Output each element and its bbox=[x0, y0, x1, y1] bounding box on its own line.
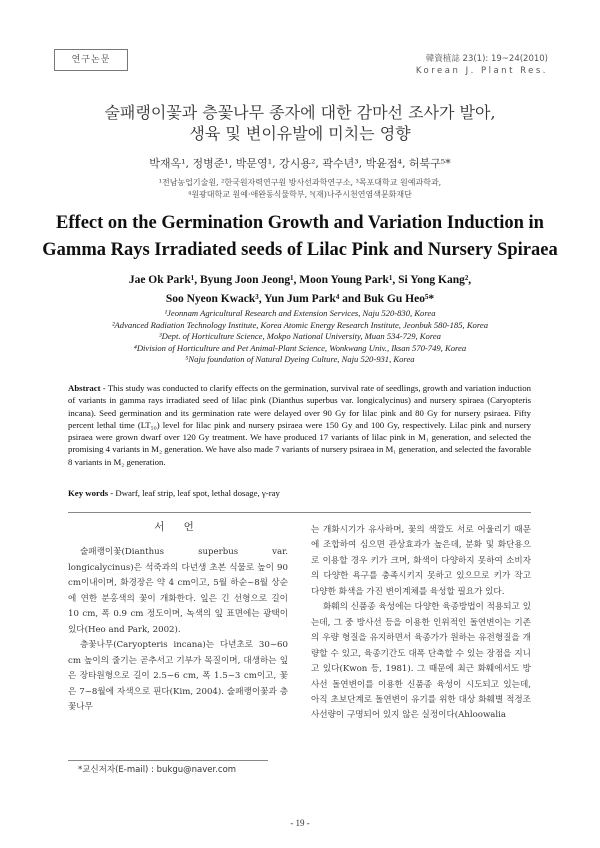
right-column bbox=[311, 523, 531, 724]
section-tag: 연구논문 bbox=[54, 49, 128, 71]
keywords bbox=[68, 488, 280, 498]
abstract bbox=[68, 382, 531, 468]
affiliation-english-5: ⁵Naju foundation of Natural Dyeing Culture, Naju 520-931, Korea bbox=[185, 354, 415, 364]
intro-paragraph-4: 화훼의 신품종 육성에는 다양한 육종방법이 적용되고 있는데, 그 중 방사선 등을 이용한 인위적인 돌연변이는 기존의 우량 형질을 유지하면서 육종가가 원하는 유전형질을 개량할 수 있고, 육종기간도 대폭 단축할 수 있는 장점을 지니고 있다(Kwon 등, 1981). 그 때문에 최근 화훼에서도 방사선 돌연변이를 이용한 신품종 육성이 시도되고 있는데, 아직 초보단계로 돌연변이 유기를 위한 대상 화훼별 적정조사선량이 구명되어 있지 않은 실정이다(Ahloowalia bbox=[311, 602, 531, 721]
authors-korean: 박재옥¹, 정병준¹, 박문영¹, 강시용², 곽수년³, 박윤점⁴, 허북구⁵* bbox=[149, 157, 451, 170]
title-english bbox=[40, 210, 560, 264]
section-divider bbox=[68, 512, 531, 513]
page-number: - 19 - bbox=[290, 818, 310, 828]
journal-citation: 韓資植誌 23(1): 19~24(2010) bbox=[425, 54, 548, 64]
affiliation-english-4: ⁴Division of Horticulture and Pet Animal-Plant Science, Wonkwang Univ., Iksan 570-749, Korea bbox=[133, 342, 467, 353]
authors-english bbox=[40, 271, 560, 309]
title-korean-line-2: 생육 및 변이유발에 미치는 영향 bbox=[189, 124, 411, 143]
left-column bbox=[68, 520, 288, 715]
affiliation-korean-1: ¹전남농업기술원, ²한국원자력연구원 방사선과학연구소, ³목포대학교 원예과학과, bbox=[158, 178, 442, 187]
title-korean bbox=[70, 102, 530, 144]
affiliation-korean-2: ⁴원광대학교 원예·애완동식물학부, ⁵(재)나주시천연염색문화재단 bbox=[188, 190, 412, 199]
keywords-text: - Dwarf, leaf strip, leaf spot, lethal dosage, γ-ray bbox=[108, 488, 280, 498]
title-english-line-1: Effect on the Germination Growth and Variation Induction in bbox=[56, 213, 544, 233]
keywords-label: Key words bbox=[68, 488, 109, 498]
introduction-heading: 서 언 bbox=[154, 521, 202, 533]
journal-header bbox=[416, 53, 548, 77]
corresponding-author-footnote: *교신저자(E-mail) : bukgu@naver.com bbox=[78, 765, 237, 775]
affiliations-english bbox=[40, 308, 560, 366]
abstract-text: - This study was conducted to clarify effects on the germination, survival rate of seedlings, growth and variation induction of variants in gamma rays irradiated seed of lilac pink (Dianthus superbus var. longicalycinus) and nursery spiraea (Caryopteris incana). Seed germination and its germination rate were delayed over 90 Gy for lilac pink and 80 Gy for nursery psiraea. Fifty percent lethal time (LT₅₀) level for lilac pink and nursery psiraea were 150 Gy and 100 Gy, respectively. Lilac pink and nursery psiraea were grown dwarf over 120 Gy treatment. We have produced 17 variants of lilac pink in M₁ generation, and selected the promising 4 variants in M₂ generation. We have also made 7 variants of nursery psiraea in M₁ generation, and selected the favorable 8 variants in M₂ generation. bbox=[68, 383, 531, 467]
affiliation-english-2: ²Advanced Radiation Technology Institute, Korea Atomic Energy Research Institute, Jeonbuk 580-185, Korea bbox=[111, 319, 488, 330]
title-korean-line-1: 술패랭이꽃과 층꽃나무 종자에 대한 감마선 조사가 발아, bbox=[104, 103, 496, 122]
intro-paragraph-3: 는 개화시기가 유사하며, 꽃의 색깔도 서로 어울리기 때문에 조합하여 심으면 관상효과가 높은데, 분화 및 화단용으로 이용할 경우 키가 크며, 화색이 다양하지 못하여 소비자의 다양한 욕구를 충족시키지 못하고 있으므로 키가 작고 다양한 화색을 가진 변이계체를 육성할 필요가 있다. bbox=[311, 525, 531, 597]
footnote-divider bbox=[68, 760, 268, 761]
intro-paragraph-1: 술패랭이꽃(Dianthus superbus var. longicalycinus)은 석죽과의 다년생 초본 식물로 높이 90 cm이내이며, 화경장은 약 4 cm이고, 5월 하순~8월 상순에 연한 분홍색의 꽃이 개화한다. 잎은 긴 선형으로 길이 10 cm, 폭 0.9 cm 정도이며, 녹색의 잎 표면에는 광택이 있다(Heo and Park, 2002). bbox=[68, 547, 288, 635]
affiliation-english-1: ¹Jeonnam Agricultural Research and Extension Services, Naju 520-830, Korea bbox=[164, 308, 436, 318]
authors-english-line-1: Jae Ok Park¹, Byung Joon Jeong¹, Moon Young Park¹, Si Yong Kang², bbox=[128, 274, 472, 286]
authors-english-line-2: Soo Nyeon Kwack³, Yun Jum Park⁴ and Buk Gu Heo⁵* bbox=[165, 293, 435, 305]
journal-name: Korean J. Plant Res. bbox=[415, 66, 548, 76]
abstract-label: Abstract bbox=[68, 383, 101, 393]
affiliation-english-3: ³Dept. of Horticulture Science, Mokpo National University, Muan 534-729, Korea bbox=[159, 331, 441, 341]
title-english-line-2: Gamma Rays Irradiated seeds of Lilac Pink and Nursery Spiraea bbox=[42, 240, 558, 260]
intro-paragraph-2: 층꽃나무(Caryopteris incana)는 다년초로 30~60 cm 높이의 줄기는 곧추서고 기부가 목질이며, 대생하는 잎은 장타원형으로 길이 2.5~6 cm, 폭 1.5~3 cm이고, 꽃은 7~8월에 자색으로 핀다(Kim, 2004). 술패랭이꽃과 층꽃나무 bbox=[68, 640, 288, 712]
